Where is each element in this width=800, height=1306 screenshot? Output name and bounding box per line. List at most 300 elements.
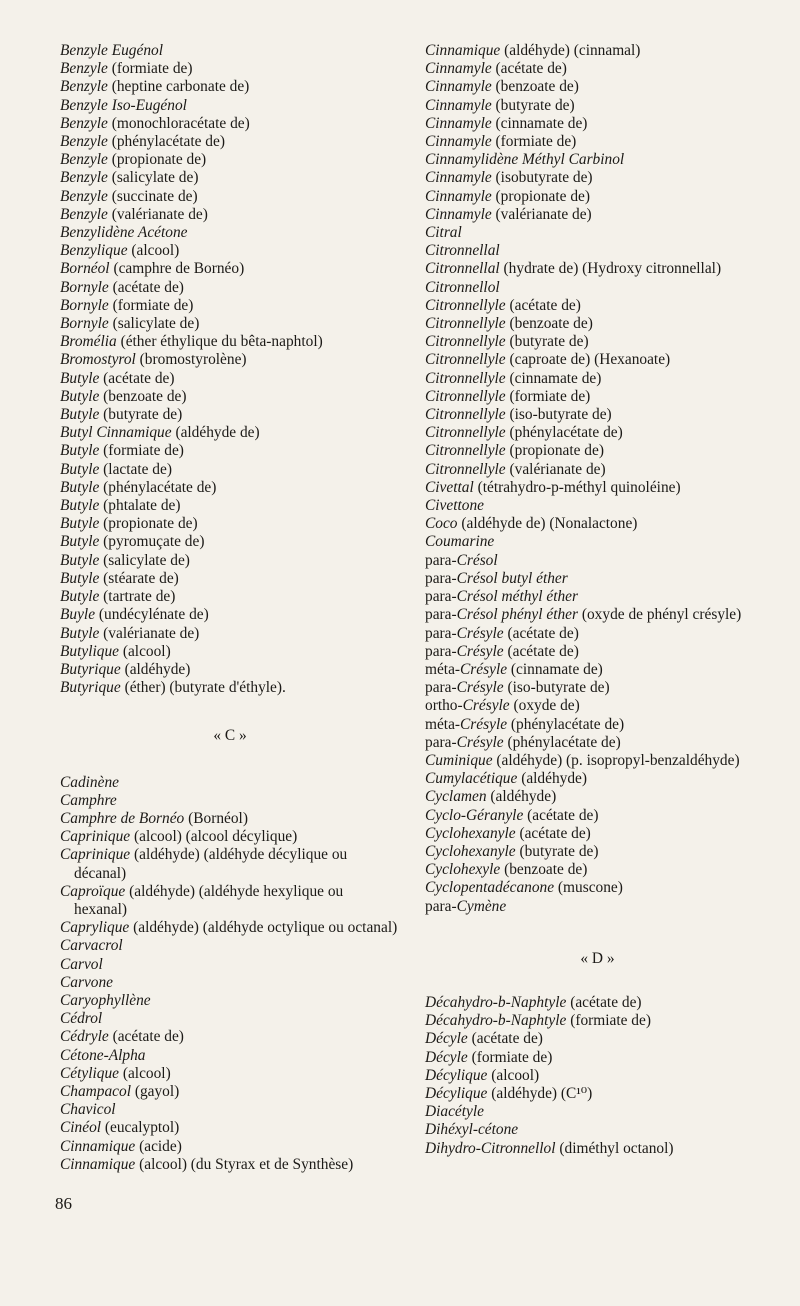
index-entry bbox=[425, 994, 770, 1012]
entry-description: (benzoate de) bbox=[103, 387, 187, 405]
index-entry bbox=[425, 370, 770, 388]
entry-name: Cinnamique bbox=[60, 1137, 136, 1155]
index-entry bbox=[60, 224, 400, 242]
entry-name: Butyle bbox=[60, 569, 100, 587]
entry-description: (acétate de) bbox=[507, 624, 579, 642]
entry-description: (salicylate de) bbox=[111, 169, 199, 187]
entry-name: Dihydro-Citronnellol bbox=[425, 1139, 556, 1157]
entry-description: (tartrate de) bbox=[103, 588, 176, 606]
index-entry bbox=[425, 752, 770, 770]
index-entry bbox=[425, 1121, 770, 1139]
entry-description: (phénylacétate de) bbox=[103, 478, 217, 496]
entry-description: (cinnamate de) bbox=[495, 114, 588, 132]
index-entry bbox=[60, 1119, 400, 1137]
entry-description: (cinnamate de) bbox=[510, 660, 603, 678]
entry-prefix: para- bbox=[425, 606, 457, 624]
entry-name: Benzyle bbox=[60, 187, 108, 205]
entry-description: (alcool) bbox=[131, 242, 180, 260]
index-entry bbox=[425, 78, 770, 96]
entry-description: (heptine carbonate de) bbox=[111, 78, 250, 96]
index-entry bbox=[60, 60, 400, 78]
index-entry bbox=[425, 479, 770, 497]
entry-list-b bbox=[60, 42, 400, 697]
left-column bbox=[60, 42, 400, 1174]
index-entry bbox=[425, 1012, 770, 1030]
entry-description: (formiate de) bbox=[111, 60, 193, 78]
index-entry bbox=[425, 879, 770, 897]
entry-name: Citronnellyle bbox=[425, 442, 506, 460]
entry-prefix: para- bbox=[425, 588, 457, 606]
entry-description: (oxyde de phényl crésyle) bbox=[581, 606, 742, 624]
entry-description: (propionate de) bbox=[111, 151, 207, 169]
entry-name: Cyclohexyle bbox=[425, 861, 501, 879]
entry-description: (eucalyptol) bbox=[104, 1119, 180, 1137]
entry-name: Cinnamyle bbox=[425, 78, 492, 96]
entry-description: (alcool) bbox=[491, 1066, 540, 1084]
index-entry bbox=[425, 861, 770, 879]
entry-name: Citronnellyle bbox=[425, 406, 506, 424]
entry-name: Crésyle bbox=[456, 642, 504, 660]
entry-name: Butyle bbox=[60, 442, 100, 460]
entry-name: Cinnamyle bbox=[425, 169, 492, 187]
index-entry bbox=[425, 169, 770, 187]
entry-name: Cétone-Alpha bbox=[60, 1046, 146, 1064]
index-entry bbox=[60, 260, 400, 278]
index-entry bbox=[60, 570, 400, 588]
entry-name: Caryophyllène bbox=[60, 991, 151, 1009]
entry-name: Citral bbox=[425, 224, 462, 242]
entry-description: (propionate de) bbox=[509, 442, 604, 460]
entry-name: Benzyle Iso-Eugénol bbox=[60, 96, 187, 114]
page-number: 86 bbox=[55, 1194, 72, 1213]
entry-description: (alcool) (alcool décylique) bbox=[133, 828, 298, 846]
entry-name: Benzyle bbox=[60, 78, 108, 96]
index-entry bbox=[425, 1049, 770, 1067]
index-entry bbox=[60, 315, 400, 333]
entry-name: Butyle bbox=[60, 387, 100, 405]
entry-name: Butyrique bbox=[60, 660, 121, 678]
entry-name: Crésyle bbox=[456, 733, 504, 751]
index-entry bbox=[425, 151, 770, 169]
entry-name: Cétylique bbox=[60, 1064, 119, 1082]
entry-name: Décyle bbox=[425, 1030, 468, 1048]
entry-name: Butyrique bbox=[60, 679, 121, 697]
index-entry bbox=[425, 424, 770, 442]
index-entry bbox=[425, 770, 770, 788]
entry-name: Butyle bbox=[60, 624, 100, 642]
entry-description: (butyrate de) bbox=[509, 333, 589, 351]
entry-description: (acétate de) bbox=[471, 1030, 543, 1048]
entry-description: (acétate de) bbox=[507, 642, 579, 660]
entry-description: (acétate de) bbox=[570, 993, 642, 1011]
entry-prefix: para- bbox=[425, 551, 457, 569]
entry-name: Benzyle bbox=[60, 151, 108, 169]
index-entry bbox=[425, 661, 770, 679]
entry-name: Butyl Cinnamique bbox=[60, 424, 172, 442]
entry-description: (valérianate de) bbox=[495, 205, 592, 223]
index-entry bbox=[425, 898, 770, 916]
index-entry bbox=[425, 315, 770, 333]
index-entry bbox=[425, 625, 770, 643]
entry-description: (salicylate de) bbox=[103, 551, 190, 569]
entry-description: (lactate de) bbox=[103, 460, 172, 478]
index-entry bbox=[60, 206, 400, 224]
entry-name: Décyle bbox=[425, 1048, 468, 1066]
entry-description: (formiate de) bbox=[495, 133, 577, 151]
index-entry bbox=[60, 1101, 400, 1119]
entry-description: (butyrate de) bbox=[519, 842, 599, 860]
entry-description: (formiate de) bbox=[103, 442, 184, 460]
index-entry bbox=[60, 974, 400, 992]
entry-name: Citronnellyle bbox=[425, 460, 506, 478]
entry-name: Butyle bbox=[60, 369, 100, 387]
entry-description: (aldéhyde) (aldéhyde octylique ou octanal) bbox=[133, 919, 398, 937]
right-column bbox=[425, 42, 770, 1158]
index-entry bbox=[425, 734, 770, 752]
index-entry bbox=[425, 260, 770, 278]
entry-description: (alcool) bbox=[122, 1064, 171, 1082]
index-entry bbox=[425, 807, 770, 825]
entry-name: Crésyle bbox=[456, 679, 504, 697]
entry-name: Cinnamyle bbox=[425, 187, 492, 205]
entry-description: (aldéhyde) (aldéhyde hexylique ou hexanal) bbox=[74, 882, 344, 918]
entry-name: Carvone bbox=[60, 973, 114, 991]
entry-prefix: méta- bbox=[425, 715, 461, 733]
entry-description: (formiate de) bbox=[570, 1012, 651, 1030]
entry-name: Carvol bbox=[60, 955, 103, 973]
entry-name: Coco bbox=[425, 515, 458, 533]
entry-description: (aldéhyde de) bbox=[175, 424, 260, 442]
entry-description: (salicylate de) bbox=[112, 315, 200, 333]
entry-description: (acétate de) bbox=[495, 60, 567, 78]
entry-name: Butyle bbox=[60, 588, 100, 606]
entry-name: Cyclamen bbox=[425, 788, 487, 806]
entry-name: Citronnellyle bbox=[425, 351, 506, 369]
index-entry bbox=[60, 919, 400, 937]
index-entry bbox=[425, 1085, 770, 1103]
entry-name: Coumarine bbox=[425, 533, 495, 551]
index-entry bbox=[425, 1030, 770, 1048]
entry-description: (tétrahydro-p-méthyl quinoléine) bbox=[477, 478, 681, 496]
index-entry bbox=[425, 606, 770, 624]
entry-description: (acétate de) bbox=[519, 824, 591, 842]
index-entry bbox=[60, 1010, 400, 1028]
entry-name: Diacétyle bbox=[425, 1103, 484, 1121]
entry-description: (formiate de) bbox=[112, 296, 194, 314]
entry-description: (bromostyrolène) bbox=[139, 351, 247, 369]
index-entry bbox=[60, 679, 400, 697]
entry-name: Butyle bbox=[60, 478, 100, 496]
entry-description: (gayol) bbox=[134, 1082, 180, 1100]
entry-description: (caproate de) (Hexanoate) bbox=[509, 351, 671, 369]
index-entry bbox=[425, 716, 770, 734]
index-entry bbox=[425, 533, 770, 551]
entry-prefix: para- bbox=[425, 569, 457, 587]
entry-description: (aldéhyde) (cinnamal) bbox=[504, 42, 641, 59]
index-entry bbox=[60, 78, 400, 96]
entry-name: Cinnamyle bbox=[425, 205, 492, 223]
entry-name: Cyclo-Géranyle bbox=[425, 806, 524, 824]
index-entry bbox=[60, 625, 400, 643]
entry-prefix: méta- bbox=[425, 660, 461, 678]
index-entry bbox=[425, 588, 770, 606]
entry-description: (alcool) (du Styrax et de Synthèse) bbox=[139, 1155, 354, 1173]
entry-name: Cinnamyle bbox=[425, 60, 492, 78]
index-entry bbox=[425, 97, 770, 115]
index-entry bbox=[60, 42, 400, 60]
index-entry bbox=[60, 515, 400, 533]
entry-name: Cyclohexanyle bbox=[425, 824, 516, 842]
entry-description: (undécylénate de) bbox=[98, 606, 209, 624]
entry-name: Caprylique bbox=[60, 919, 130, 937]
entry-description: (diméthyl octanol) bbox=[559, 1139, 674, 1157]
entry-name: Cinnamyle bbox=[425, 114, 492, 132]
index-entry bbox=[60, 333, 400, 351]
entry-name: Cadinène bbox=[60, 773, 119, 791]
index-entry bbox=[425, 552, 770, 570]
index-entry bbox=[425, 388, 770, 406]
index-entry bbox=[60, 643, 400, 661]
entry-name: Cyclohexanyle bbox=[425, 842, 516, 860]
index-entry bbox=[60, 388, 400, 406]
entry-name: Citronnellyle bbox=[425, 315, 506, 333]
entry-name: Benzyle bbox=[60, 60, 108, 78]
entry-list-d bbox=[425, 994, 770, 1158]
index-entry bbox=[425, 461, 770, 479]
entry-prefix: para- bbox=[425, 642, 457, 660]
index-entry bbox=[60, 774, 400, 792]
entry-name: Décahydro-b-Naphtyle bbox=[425, 1012, 567, 1030]
index-entry bbox=[60, 1047, 400, 1065]
entry-description: (camphre de Bornéo) bbox=[113, 260, 245, 278]
entry-name: Bornyle bbox=[60, 278, 109, 296]
entry-description: (valérianate de) bbox=[111, 205, 208, 223]
index-entry bbox=[60, 479, 400, 497]
entry-name: Crésol méthyl éther bbox=[456, 588, 578, 606]
entry-name: Benzyle bbox=[60, 114, 108, 132]
entry-name: Carvacrol bbox=[60, 937, 123, 955]
section-heading-d: « D » bbox=[580, 949, 615, 967]
entry-description: (iso-butyrate de) bbox=[507, 679, 610, 697]
index-entry bbox=[425, 843, 770, 861]
index-entry bbox=[425, 206, 770, 224]
entry-description: (benzoate de) bbox=[504, 861, 588, 879]
index-entry bbox=[60, 810, 400, 828]
index-entry bbox=[425, 242, 770, 260]
entry-name: Camphre de Bornéo bbox=[60, 809, 185, 827]
entry-prefix: para- bbox=[425, 624, 457, 642]
index-entry bbox=[60, 533, 400, 551]
index-entry bbox=[60, 442, 400, 460]
entry-name: Caprinique bbox=[60, 828, 131, 846]
entry-description: (phénylacétate de) bbox=[507, 733, 621, 751]
index-entry bbox=[425, 1103, 770, 1121]
entry-description: (phtalate de) bbox=[103, 497, 181, 515]
index-entry bbox=[425, 133, 770, 151]
index-entry bbox=[425, 224, 770, 242]
entry-description: (benzoate de) bbox=[509, 315, 593, 333]
entry-description: (Bornéol) bbox=[188, 809, 248, 827]
entry-name: Crésyle bbox=[460, 660, 508, 678]
entry-description: (phénylacétate de) bbox=[509, 424, 623, 442]
index-entry bbox=[425, 442, 770, 460]
entry-description: (phénylacétate de) bbox=[510, 715, 625, 733]
entry-list-c bbox=[60, 774, 400, 1174]
entry-description: (muscone) bbox=[557, 879, 623, 897]
index-entry bbox=[425, 825, 770, 843]
entry-name: Crésol phényl éther bbox=[456, 606, 578, 624]
entry-name: Crésyle bbox=[456, 624, 504, 642]
entry-name: Citronnellyle bbox=[425, 369, 506, 387]
entry-description: (aldéhyde) (C¹⁰) bbox=[491, 1084, 593, 1102]
entry-name: Cinnamique bbox=[60, 1155, 136, 1173]
index-entry bbox=[60, 828, 400, 846]
index-entry bbox=[60, 606, 400, 624]
entry-description: (benzoate de) bbox=[495, 78, 579, 96]
index-entry bbox=[60, 552, 400, 570]
index-entry bbox=[425, 188, 770, 206]
index-entry bbox=[425, 515, 770, 533]
entry-description: (aldéhyde de) (Nonalactone) bbox=[461, 515, 638, 533]
index-entry bbox=[425, 60, 770, 78]
entry-name: Caproïque bbox=[60, 882, 126, 900]
entry-name: Broméliа bbox=[60, 333, 117, 351]
entry-prefix: para- bbox=[425, 733, 457, 751]
index-entry bbox=[425, 333, 770, 351]
index-entry bbox=[60, 151, 400, 169]
index-entry bbox=[60, 97, 400, 115]
entry-description: (acétate de) bbox=[112, 278, 184, 296]
section-heading-c: « C » bbox=[213, 727, 247, 745]
entry-name: Civettone bbox=[425, 497, 484, 515]
entry-name: Décahydro-b-Naphtyle bbox=[425, 993, 567, 1011]
entry-name: Champacol bbox=[60, 1082, 131, 1100]
entry-description: (phénylacétate de) bbox=[111, 133, 225, 151]
index-entry bbox=[425, 42, 770, 60]
index-entry bbox=[425, 643, 770, 661]
index-entry bbox=[425, 406, 770, 424]
entry-name: Citronnellyle bbox=[425, 333, 506, 351]
entry-description: (stéarate de) bbox=[103, 569, 179, 587]
entry-description: (propionate de) bbox=[103, 515, 198, 533]
entry-name: Citronnellal bbox=[425, 260, 500, 278]
index-entry bbox=[60, 406, 400, 424]
entry-name: Décylique bbox=[425, 1084, 488, 1102]
entry-name: Cinnamique bbox=[425, 42, 501, 59]
index-entry bbox=[60, 661, 400, 679]
index-entry bbox=[60, 424, 400, 442]
entry-name: Cuminique bbox=[425, 751, 493, 769]
entry-name: Caprinique bbox=[60, 846, 131, 864]
entry-name: Benzyle Eugénol bbox=[60, 42, 163, 59]
entry-name: Cinnamyle bbox=[425, 96, 492, 114]
index-entry bbox=[60, 792, 400, 810]
entry-description: (aldéhyde) bbox=[521, 770, 587, 788]
index-entry bbox=[60, 937, 400, 955]
entry-name: Civettal bbox=[425, 478, 474, 496]
entry-name: Bornéol bbox=[60, 260, 110, 278]
entry-name: Cédryle bbox=[60, 1028, 109, 1046]
entry-name: Cumylacétique bbox=[425, 770, 518, 788]
entry-description: (succinate de) bbox=[111, 187, 198, 205]
index-entry bbox=[60, 956, 400, 974]
index-entry bbox=[60, 992, 400, 1010]
entry-description: (hydrate de) (Hydroxy citronnellal) bbox=[503, 260, 722, 278]
index-entry bbox=[425, 1140, 770, 1158]
entry-name: Bornyle bbox=[60, 315, 109, 333]
index-entry bbox=[425, 297, 770, 315]
index-entry bbox=[425, 1067, 770, 1085]
entry-description: (propionate de) bbox=[495, 187, 590, 205]
entry-name: Butyle bbox=[60, 406, 100, 424]
entry-description: (aldéhyde) bbox=[490, 788, 557, 806]
index-entry bbox=[60, 461, 400, 479]
index-entry bbox=[60, 1028, 400, 1046]
index-entry bbox=[425, 570, 770, 588]
entry-description: (acide) bbox=[139, 1137, 182, 1155]
entry-name: Citronnellyle bbox=[425, 296, 506, 314]
entry-description: (alcool) bbox=[122, 642, 171, 660]
entry-description: (oxyde de) bbox=[513, 697, 580, 715]
entry-name: Benzylidène Acétone bbox=[60, 224, 188, 242]
entry-description: (acétate de) bbox=[112, 1028, 184, 1046]
entry-description: (monochloracétate de) bbox=[111, 114, 250, 132]
entry-name: Buyle bbox=[60, 606, 96, 624]
entry-name: Chavicol bbox=[60, 1101, 116, 1119]
entry-description: (acétate de) bbox=[527, 806, 599, 824]
entry-description: (formiate de) bbox=[471, 1048, 553, 1066]
entry-name: Citronnellal bbox=[425, 242, 500, 260]
entry-description: (aldéhyde) (aldéhyde décylique ou décanal) bbox=[74, 846, 348, 882]
entry-description: (butyrate de) bbox=[103, 406, 183, 424]
index-entry bbox=[60, 115, 400, 133]
entry-name: Crésol butyl éther bbox=[456, 569, 568, 587]
entry-description: (éther) (butyrate d'éthyle). bbox=[124, 679, 286, 697]
index-entry bbox=[60, 1065, 400, 1083]
entry-prefix: ortho- bbox=[425, 697, 463, 715]
entry-description: (valérianate de) bbox=[509, 460, 606, 478]
entry-description: (acétate de) bbox=[103, 369, 175, 387]
entry-name: Dihéxyl-cétone bbox=[425, 1121, 519, 1139]
entry-name: Bornyle bbox=[60, 296, 109, 314]
index-entry bbox=[60, 846, 400, 882]
entry-description: (cinnamate de) bbox=[509, 369, 602, 387]
entry-description: (butyrate de) bbox=[495, 96, 575, 114]
index-entry bbox=[425, 679, 770, 697]
entry-name: Butyle bbox=[60, 515, 100, 533]
index-entry bbox=[60, 497, 400, 515]
entry-name: Butyle bbox=[60, 551, 100, 569]
entry-name: Citronnellyle bbox=[425, 424, 506, 442]
entry-name: Cymène bbox=[456, 897, 507, 915]
index-entry bbox=[60, 188, 400, 206]
entry-name: Citronnellyle bbox=[425, 387, 506, 405]
entry-description: (aldéhyde) (p. isopropyl-benzaldéhyde) bbox=[496, 751, 740, 769]
index-entry bbox=[60, 883, 400, 919]
entry-name: Citronnellol bbox=[425, 278, 500, 296]
entry-name: Cinnamyle bbox=[425, 133, 492, 151]
entry-name: Cédrol bbox=[60, 1010, 103, 1028]
index-entry bbox=[60, 297, 400, 315]
entry-name: Benzylique bbox=[60, 242, 128, 260]
entry-description: (pyromuçate de) bbox=[103, 533, 205, 551]
entry-name: Butyle bbox=[60, 533, 100, 551]
entry-description: (isobutyrate de) bbox=[495, 169, 593, 187]
entry-name: Benzyle bbox=[60, 133, 108, 151]
index-entry bbox=[60, 588, 400, 606]
entry-name: Décylique bbox=[425, 1066, 488, 1084]
entry-name: Bromostyrol bbox=[60, 351, 136, 369]
